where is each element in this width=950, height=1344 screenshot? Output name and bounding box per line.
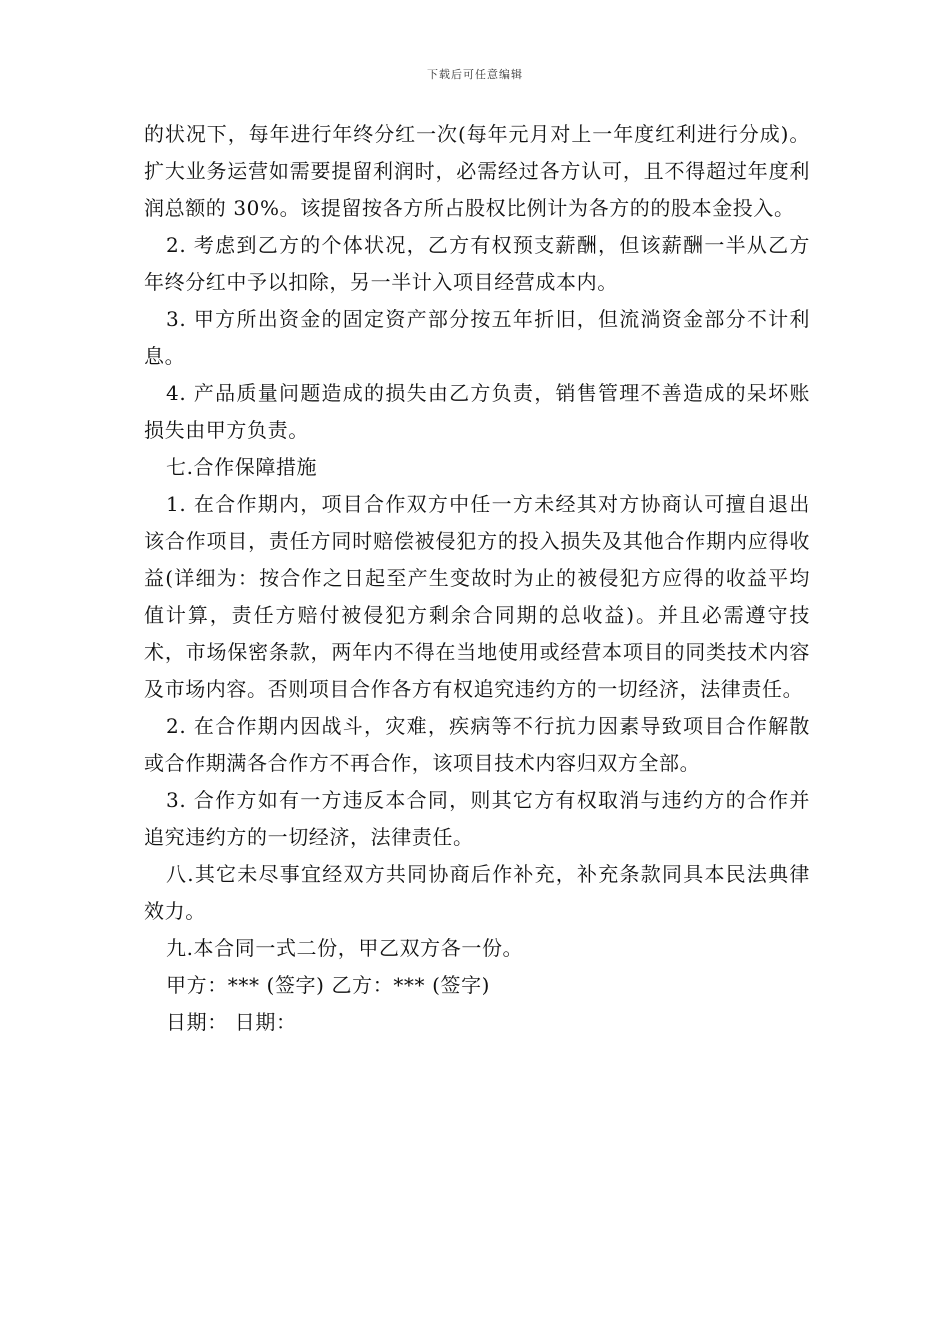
paragraph-clause-4-loss-liability: 4. 产品质量问题造成的损失由乙方负责，销售管理不善造成的呆坏账损失由甲方负责。 [144,381,810,442]
header-note: 下载后可任意编辑 [427,68,523,81]
paragraph-profit-distribution: 的状况下，每年进行年终分红一次(每年元月对上一年度红利进行分成)。扩大业务运营如需要提留利润时，必需经过各方认可，且不得超过年度利润总额的 30%。该提留按各方所占股权比例计为各方的的股本金投入。 [144,122,810,220]
document-body [144,116,810,1041]
paragraph-guarantee-1-withdrawal: 1. 在合作期内，项目合作双方中任一方未经其对方协商认可擅自退出该合作项目，责任方同时赔偿被侵犯方的投入损失及其他合作期内应得收益(详细为：按合作之日起至产生变故时为止的被侵犯方应得的收益平均值计算，责任方赔付被侵犯方剩余合同期的总收益)。并且必需遵守技术，市场保密条款，两年内不得在当地使用或经营本项目的同类技术内容及市场内容。否则项目合作各方有权追究违约方的一切经济，法律责任。 [144,492,810,701]
section-heading-guarantee-measures: 七.合作保障措施 [166,455,318,479]
signature-line: 甲方：*** (签字) 乙方：*** (签字) [166,973,491,997]
paragraph-clause-3-depreciation: 3. 甲方所出资金的固定资产部分按五年折旧，但流淌资金部分不计利息。 [144,307,810,368]
paragraph-clause-2-salary-advance: 2. 考虑到乙方的个体状况，乙方有权预支薪酬，但该薪酬一半从乙方年终分红中予以扣除，另一半计入项目经营成本内。 [144,233,810,294]
paragraph-section-8-supplement: 八.其它未尽事宜经双方共同协商后作补充，补充条款同具本民法典律效力。 [144,862,810,923]
date-line: 日期： 日期： [166,1010,297,1034]
paragraph-guarantee-2-force-majeure: 2. 在合作期内因战斗，灾难，疾病等不行抗力因素导致项目合作解散或合作期满各合作方不再合作，该项目技术内容归双方全部。 [144,714,810,775]
paragraph-guarantee-3-breach: 3. 合作方如有一方违反本合同，则其它方有权取消与违约方的合作并追究违约方的一切经济，法律责任。 [144,788,810,849]
paragraph-section-9-copies: 九.本合同一式二份，甲乙双方各一份。 [166,936,524,960]
